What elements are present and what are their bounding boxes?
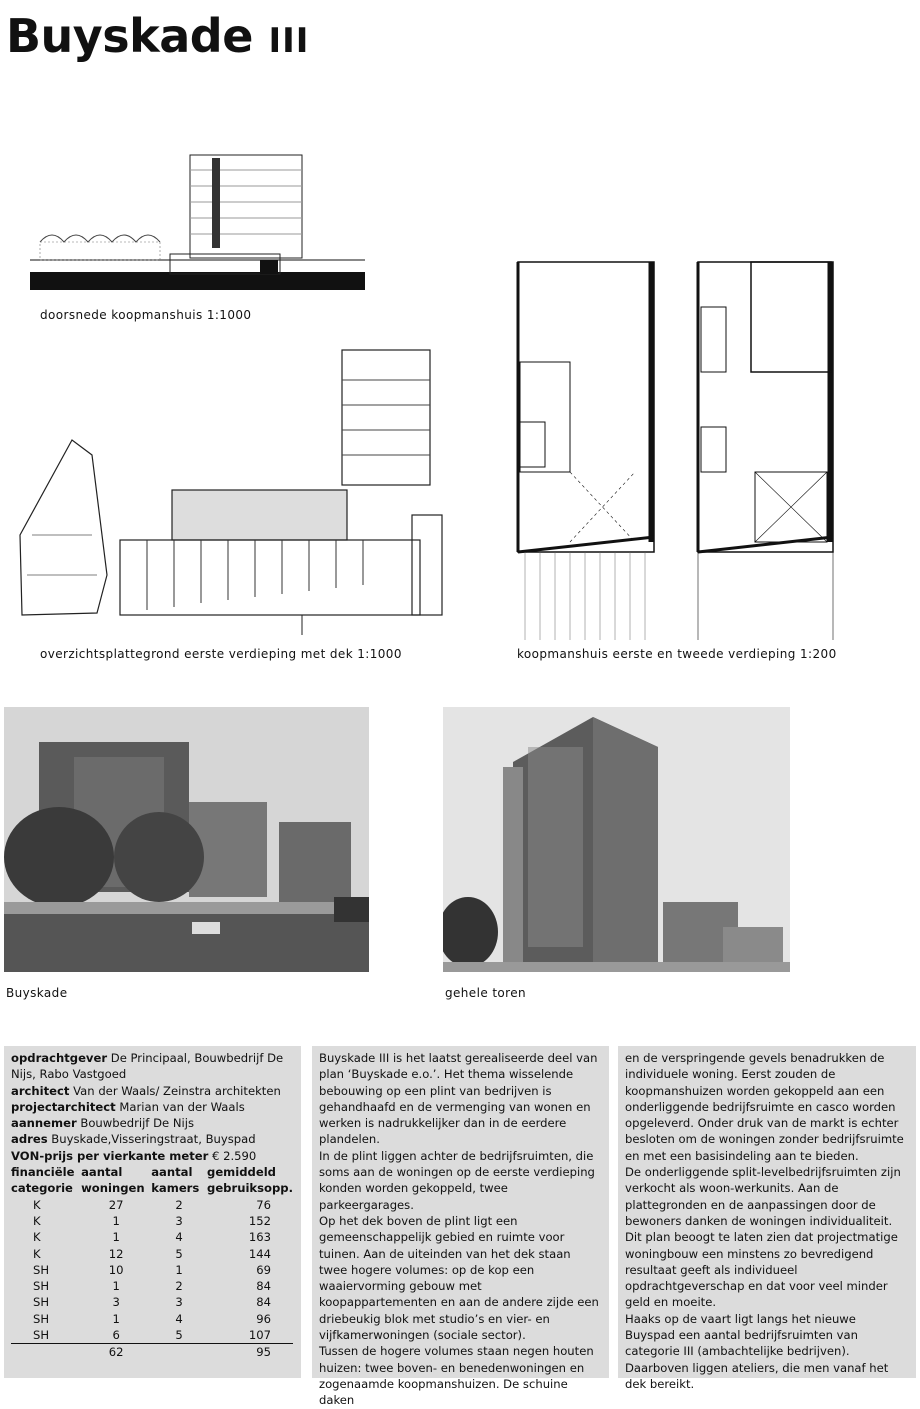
table-cell: 76 [256, 1197, 271, 1212]
stats-table [11, 1164, 293, 1361]
info-line [11, 1148, 294, 1164]
photo-tower-image [443, 707, 790, 972]
table-row [11, 1327, 293, 1344]
stats-header-cell: aantal kamers [151, 1165, 200, 1196]
photo-buyskade-image [4, 707, 369, 972]
caption-photo-left: Buyskade [6, 986, 68, 1000]
table-cell: K [33, 1230, 41, 1245]
info-line [11, 1131, 294, 1147]
table-cell: 96 [256, 1311, 271, 1326]
caption-section: doorsnede koopmanshuis 1:1000 [40, 308, 252, 322]
page-title [6, 4, 309, 73]
table-cell: 6 [112, 1328, 120, 1343]
table-cell: 69 [256, 1262, 271, 1277]
table-cell: SH [33, 1279, 50, 1294]
info-line [11, 1083, 294, 1099]
table-cell: 27 [108, 1197, 124, 1212]
table-row [11, 1197, 293, 1213]
info-box [4, 1046, 301, 1378]
table-cell: 1 [112, 1213, 120, 1228]
stats-body [11, 1197, 293, 1361]
table-cell: 10 [108, 1262, 124, 1277]
photo-buyskade [4, 707, 369, 972]
table-cell: 2 [175, 1279, 183, 1294]
info-value: Buyskade,Visseringstraat, Buyspad [47, 1132, 256, 1147]
photo-tower [443, 707, 790, 972]
table-cell: 4 [175, 1230, 183, 1245]
table-cell: 1 [112, 1279, 120, 1294]
table-cell: K [33, 1213, 41, 1228]
table-cell: 12 [108, 1246, 124, 1261]
info-value: De Principaal, Bouwbedrijf De Nijs, Rabo Vastgoed [11, 1051, 284, 1082]
info-lines [11, 1050, 294, 1164]
table-total-cell: 95 [207, 1344, 293, 1361]
caption-photo-right: gehele toren [445, 986, 527, 1000]
stats-header-cell: financiële categorie [11, 1165, 75, 1196]
table-cell: 84 [256, 1295, 271, 1310]
table-cell: 2 [175, 1197, 183, 1212]
table-cell: 1 [112, 1230, 120, 1245]
caption-overview: overzichtsplattegrond eerste verdieping met dek 1:1000 [40, 647, 402, 661]
table-cell: SH [33, 1328, 50, 1343]
table-cell: 4 [175, 1311, 183, 1326]
info-label: projectarchitect [11, 1099, 116, 1114]
stats-header-cell: aantal woningen [81, 1165, 145, 1196]
section-drawing [30, 150, 380, 295]
table-total-row [11, 1344, 293, 1361]
page-title-main: Buyskade [6, 9, 253, 63]
table-total-cell: 62 [81, 1344, 151, 1361]
body-text-col3: en de verspringende gevels benadrukken de individuele woning. Eerst zouden de koopmanshuizen worden gekoppeld aan een onderliggende bedrijfsruimte en casco worden opgeleverd. Onder druk van de markt is echter besloten om de woningen zonder bedrijfsruimte en met een basisindeling aan te bieden. De onderliggende split-levelbedrijfsruimten zijn verkocht als woon-werkunits. Aan de plattegronden en de aanpassingen door de bewoners danken de woningen individualiteit. Dit plan beoogt te laten zien dat projectmatige woningbouw een minstens zo bevredigend resultaat geeft als individueel opdrachtgeverschap en dat voor veel minder geld en moeite. Haaks op de vaart ligt langs het nieuwe Buyspad een aantal bedrijfsruimten van categorie III (ambachtelijke bedrijven). Daarboven liggen ateliers, die men vanaf het dek bereikt. [625, 1051, 904, 1391]
table-cell: 107 [248, 1328, 271, 1343]
info-label: opdrachtgever [11, 1051, 108, 1065]
table-cell: 144 [248, 1246, 271, 1261]
body-text-col2: Buyskade III is het laatst gerealiseerde deel van plan ‘Buyskade e.o.’. Het thema wisselende bebouwing op een plint van bedrijven is gehandhaafd en de vermenging van wonen en werken is nadrukkelijker dan in de eerdere plandelen. In de plint liggen achter de bedrijfsruimten, die soms aan de woningen op de eerste verdieping konden worden gekoppeld, twee parkeergarages. Op het dek boven de plint ligt een gemeenschappelijk gebied en ruimte voor tuinen. Aan de uiteinden van het dek staan twee hogere volumes: op de kop een waaiervorming gebouw met koopappartementen en aan de andere zijde een driebeukig blok met studio’s en vier- en vijfkamerwoningen (sociale sector). Tussen de hogere volumes staan negen houten huizen: twee boven- en benedenwoningen en zogenaamde koopmanshuizen. De schuine daken [319, 1051, 599, 1408]
table-cell: 1 [175, 1262, 183, 1277]
text-column-2 [312, 1046, 609, 1408]
table-cell: SH [33, 1311, 50, 1326]
table-cell: 84 [256, 1279, 271, 1294]
table-row [11, 1213, 293, 1229]
house-plan-drawing [515, 252, 840, 642]
text-column-3 [618, 1046, 916, 1391]
table-cell: SH [33, 1295, 50, 1310]
overview-plan-drawing [12, 345, 447, 640]
info-value: Marian van der Waals [115, 1099, 245, 1114]
table-cell: K [33, 1246, 41, 1261]
info-line [11, 1050, 294, 1083]
info-label: aannemer [11, 1116, 77, 1131]
page-title-roman: III [268, 21, 310, 61]
info-line [11, 1115, 294, 1131]
info-value: € 2.590 [208, 1148, 257, 1163]
table-cell: 5 [175, 1328, 183, 1343]
table-row [11, 1311, 293, 1327]
table-row [11, 1246, 293, 1262]
table-row [11, 1294, 293, 1310]
stats-header-row [11, 1164, 293, 1197]
info-value: Van der Waals/ Zeinstra architekten [69, 1083, 281, 1098]
info-line [11, 1099, 294, 1115]
stats-header-cell: gemiddeld gebruiksopp. [207, 1165, 294, 1196]
table-row [11, 1278, 293, 1294]
info-label: VON-prijs per vierkante meter [11, 1148, 209, 1163]
table-row [11, 1229, 293, 1245]
table-row [11, 1262, 293, 1278]
table-cell: 152 [248, 1213, 271, 1228]
table-cell: 3 [175, 1213, 183, 1228]
caption-house-plan: koopmanshuis eerste en tweede verdieping 1:200 [517, 647, 837, 661]
table-total-cell [151, 1344, 207, 1361]
info-value: Bouwbedrijf De Nijs [76, 1116, 194, 1131]
table-cell: 3 [175, 1295, 183, 1310]
table-cell: K [33, 1197, 41, 1212]
table-cell: 163 [248, 1230, 271, 1245]
table-cell: 3 [112, 1295, 120, 1310]
info-label: architect [11, 1083, 70, 1098]
info-label: adres [11, 1132, 48, 1147]
table-cell: 1 [112, 1311, 120, 1326]
table-cell: 5 [175, 1246, 183, 1261]
table-total-cell [11, 1344, 81, 1361]
table-cell: SH [33, 1262, 50, 1277]
